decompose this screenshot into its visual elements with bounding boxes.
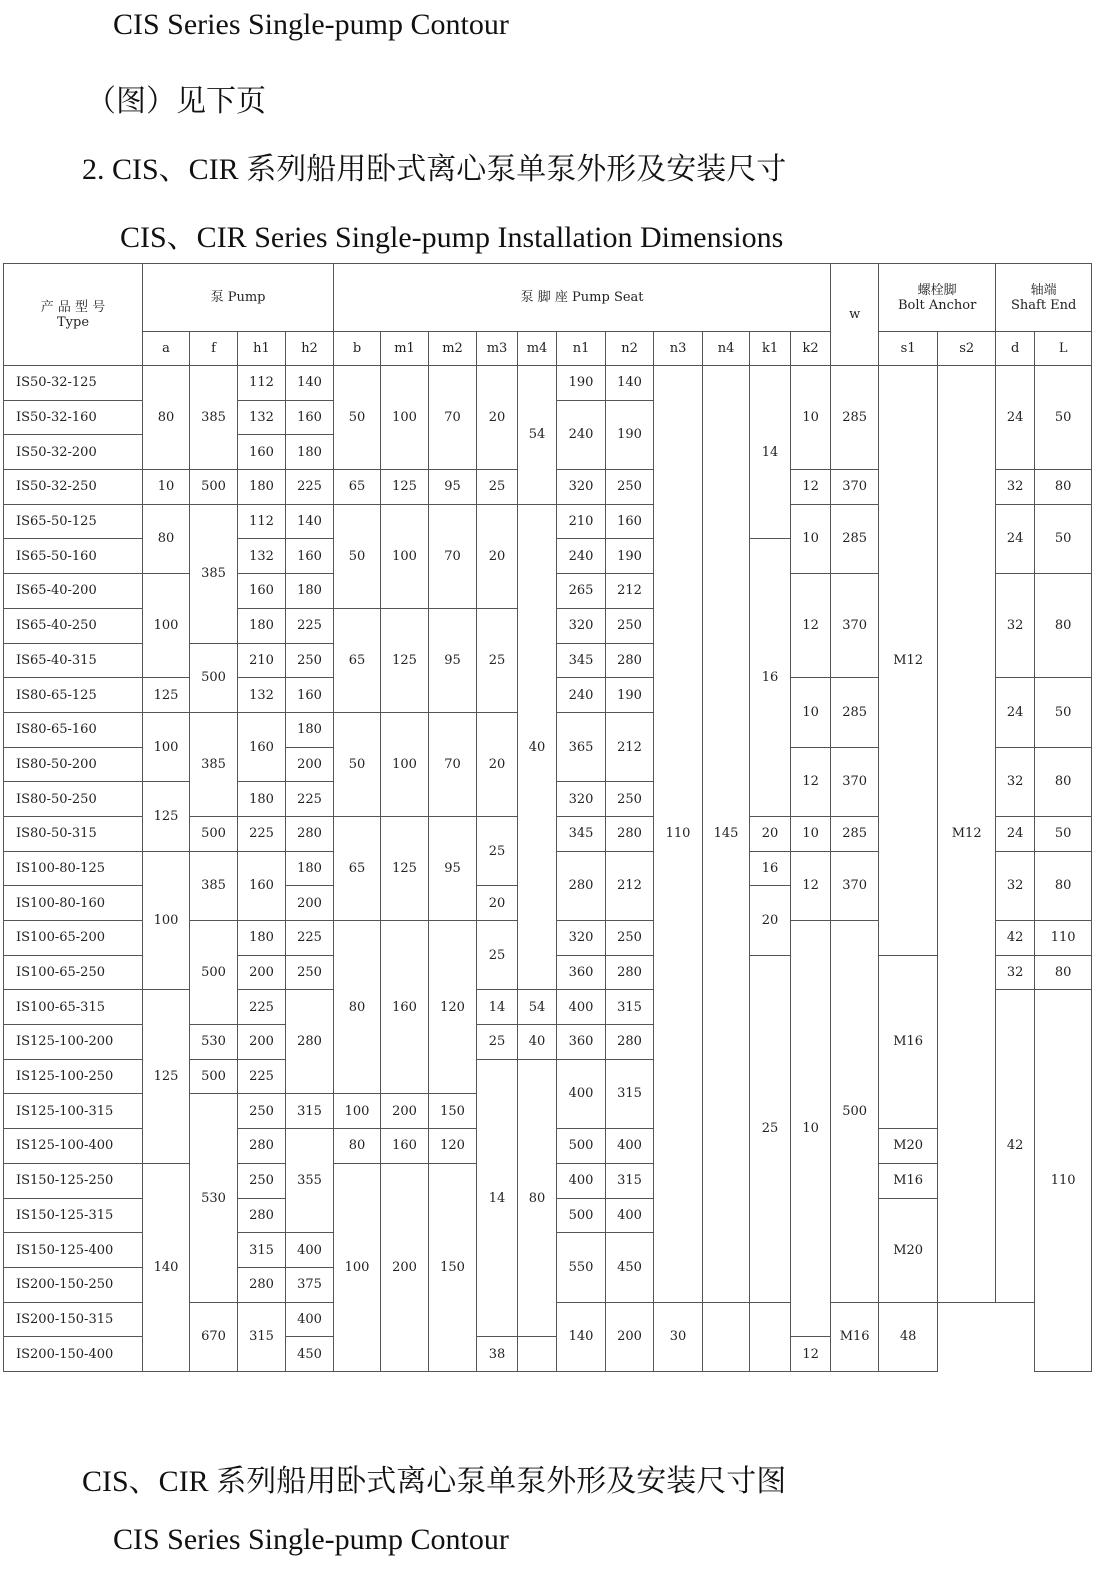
cell-h2: 200	[286, 886, 334, 921]
cell-h1: 160	[238, 851, 286, 920]
cell-n1: 190	[557, 366, 606, 401]
cell-m2: 95	[429, 608, 477, 712]
cell-m1: 200	[381, 1094, 429, 1129]
cell-n1: 345	[557, 816, 606, 851]
cell-d: 32	[996, 574, 1035, 678]
cell-s1	[750, 1302, 791, 1371]
cell-h2: 180	[286, 574, 334, 609]
cell-k2: 10	[791, 921, 831, 1337]
cell-type: IS100-65-200	[4, 921, 143, 956]
cell-s2: M16	[831, 1302, 879, 1371]
cell-m3: 20	[477, 886, 518, 921]
cell-n2: 140	[606, 366, 654, 401]
cell-h1: 315	[238, 1233, 286, 1268]
cell-d: 42	[996, 990, 1035, 1302]
header-type-text: 产 品 型 号	[40, 299, 106, 315]
cell-n1: 265	[557, 574, 606, 609]
cell-k1: 14	[750, 366, 791, 539]
cell-type: IS150-125-400	[4, 1233, 143, 1268]
cell-a: 125	[143, 678, 190, 713]
cell-m1: 100	[381, 504, 429, 608]
cell-f: 500	[190, 470, 238, 505]
cell-s1: M16	[879, 955, 938, 1128]
cell-k2: 10	[791, 816, 831, 851]
cell-h1: 280	[238, 1198, 286, 1233]
cell-type: IS125-100-250	[4, 1059, 143, 1094]
header-bolt-anchor	[879, 264, 996, 332]
cell-l: 80	[1035, 574, 1092, 678]
cell-n1: 400	[557, 1163, 606, 1198]
cell-n1: 320	[557, 782, 606, 817]
cell-type: IS100-65-315	[4, 990, 143, 1025]
cell-d: 48	[879, 1302, 938, 1371]
cell-type: IS200-150-315	[4, 1302, 143, 1337]
cell-d: 24	[996, 816, 1035, 851]
cell-n4: 200	[606, 1302, 654, 1371]
cell-type: IS65-50-125	[4, 504, 143, 539]
cell-b: 65	[334, 470, 381, 505]
cell-h2: 225	[286, 782, 334, 817]
cell-type: IS65-40-250	[4, 608, 143, 643]
header-type-text: Type	[56, 314, 90, 330]
header-col-l: L	[1035, 332, 1092, 366]
cell-n2: 280	[606, 955, 654, 990]
cell-h1: 180	[238, 921, 286, 956]
cell-w: 285	[831, 366, 879, 470]
cell-l: 80	[1035, 851, 1092, 920]
header-col-k2: k2	[791, 332, 831, 366]
cell-m3: 20	[477, 504, 518, 608]
cell-n1: 550	[557, 1233, 606, 1302]
header-col-h1: h1	[238, 332, 286, 366]
cell-type: IS150-125-250	[4, 1163, 143, 1198]
cell-n2: 212	[606, 851, 654, 920]
cell-k2: 10	[791, 678, 831, 747]
cell-a: 125	[143, 990, 190, 1163]
cell-m1: 100	[381, 366, 429, 470]
header-col-m2: m2	[429, 332, 477, 366]
header-col-s2: s2	[938, 332, 996, 366]
cell-f: 385	[190, 366, 238, 470]
cell-s1: M16	[879, 1163, 938, 1198]
cell-n1: 400	[557, 1059, 606, 1128]
cell-h1: 132	[238, 678, 286, 713]
cell-n2: 400	[606, 1129, 654, 1164]
cell-n3: 140	[557, 1302, 606, 1371]
cell-h1: 210	[238, 643, 286, 678]
header-col-s1: s1	[879, 332, 938, 366]
header-col-d: d	[996, 332, 1035, 366]
section-title-en: CIS、CIR Series Single-pump Installation Dimensions	[120, 221, 784, 254]
cell-w: 370	[831, 470, 879, 505]
cell-a: 100	[143, 574, 190, 678]
cell-n1: 280	[557, 851, 606, 920]
cell-h2: 250	[286, 643, 334, 678]
cell-k2: 10	[791, 504, 831, 573]
cell-n2: 250	[606, 608, 654, 643]
cell-b: 50	[334, 366, 381, 470]
cell-k1: 30	[654, 1302, 703, 1371]
cell-n2: 280	[606, 643, 654, 678]
cell-m1: 125	[381, 470, 429, 505]
cell-h1: 280	[238, 1129, 286, 1164]
cell-k2: 12	[791, 851, 831, 920]
cell-f: 530	[190, 1094, 238, 1302]
header-col-b: b	[334, 332, 381, 366]
cell-type: IS80-50-315	[4, 816, 143, 851]
cell-h2: 180	[286, 712, 334, 747]
cell-m2: 120	[429, 921, 477, 1094]
cell-h1: 225	[238, 1059, 286, 1094]
cell-n2: 190	[606, 539, 654, 574]
cell-type: IS125-100-200	[4, 1025, 143, 1060]
cell-a: 80	[143, 504, 190, 573]
cell-k1: 16	[750, 539, 791, 817]
cell-m3: 20	[477, 366, 518, 470]
cell-d: 42	[996, 921, 1035, 956]
cell-s1: M20	[879, 1198, 938, 1302]
header-col-m1: m1	[381, 332, 429, 366]
cell-w: 370	[831, 574, 879, 678]
cell-n2: 280	[606, 1025, 654, 1060]
cell-type: IS80-50-200	[4, 747, 143, 782]
cell-l: 80	[1035, 747, 1092, 816]
cell-m2: 150	[429, 1163, 477, 1371]
cell-h1: 250	[238, 1094, 286, 1129]
cell-k1: 16	[750, 851, 791, 886]
cell-n2: 190	[606, 678, 654, 713]
cell-n1: 500	[557, 1129, 606, 1164]
cell-type: IS65-50-160	[4, 539, 143, 574]
cell-h2: 140	[286, 366, 334, 401]
cell-type: IS150-125-315	[4, 1198, 143, 1233]
cell-k2: 12	[791, 747, 831, 816]
cell-n1: 360	[557, 1025, 606, 1060]
cell-type: IS100-80-125	[4, 851, 143, 886]
cell-m2: 95	[429, 470, 477, 505]
cell-n2: 280	[606, 816, 654, 851]
cell-n2: 450	[606, 1233, 654, 1302]
cell-h2: 160	[286, 678, 334, 713]
cell-h1: 225	[238, 990, 286, 1025]
header-col-n4: n4	[703, 332, 750, 366]
cell-a: 80	[143, 366, 190, 470]
cell-d: 24	[996, 678, 1035, 747]
cell-type: IS100-65-250	[4, 955, 143, 990]
cell-m2: 70	[429, 712, 477, 816]
cell-m3: 20	[477, 712, 518, 816]
cell-d: 32	[996, 747, 1035, 816]
cell-n2: 315	[606, 1163, 654, 1198]
cell-h2: 180	[286, 851, 334, 886]
header-pump: 泵 Pump	[143, 264, 334, 332]
cell-a: 100	[143, 712, 190, 781]
cell-n1: 320	[557, 921, 606, 956]
cell-d: 32	[996, 955, 1035, 990]
cell-h2: 355	[286, 1129, 334, 1233]
header-w: w	[831, 264, 879, 366]
cell-n2: 212	[606, 712, 654, 781]
cell-d: 24	[996, 366, 1035, 470]
header-bolt-anchor-text: 螺栓脚	[917, 282, 957, 298]
see-next-page-note: （图）见下页	[86, 85, 266, 118]
cell-h2: 225	[286, 608, 334, 643]
header-col-f: f	[190, 332, 238, 366]
cell-m1: 100	[381, 712, 429, 816]
cell-n2: 250	[606, 921, 654, 956]
cell-b: 100	[334, 1094, 381, 1129]
cell-type: IS100-80-160	[4, 886, 143, 921]
cell-m4: 40	[518, 1025, 557, 1060]
cell-m1: 125	[381, 816, 429, 920]
cell-s1: M12	[879, 366, 938, 956]
cell-m2: 95	[429, 816, 477, 920]
cell-h2: 400	[286, 1302, 334, 1337]
cell-n3: 110	[654, 366, 703, 1303]
cell-l: 50	[1035, 816, 1092, 851]
cell-h2: 160	[286, 539, 334, 574]
cell-h2: 225	[286, 921, 334, 956]
cell-w: 500	[831, 921, 879, 1303]
cell-w: 285	[831, 504, 879, 573]
cell-l: 50	[1035, 678, 1092, 747]
cell-n1: 345	[557, 643, 606, 678]
cell-m4: 40	[518, 504, 557, 990]
cell-type: IS125-100-315	[4, 1094, 143, 1129]
installation-dimensions-table	[3, 263, 1092, 1372]
cell-n2: 190	[606, 400, 654, 469]
cell-n2: 160	[606, 504, 654, 539]
header-col-n1: n1	[557, 332, 606, 366]
cell-n1: 500	[557, 1198, 606, 1233]
cell-m2: 70	[429, 366, 477, 470]
cell-l: 110	[1035, 990, 1092, 1372]
cell-f: 530	[190, 1025, 238, 1060]
cell-n2: 250	[606, 470, 654, 505]
cell-s1: M20	[879, 1129, 938, 1164]
cell-m2: 70	[429, 504, 477, 608]
header-col-a: a	[143, 332, 190, 366]
cell-h1: 200	[238, 1025, 286, 1060]
cell-h1: 160	[238, 712, 286, 781]
section-title-zh: 2. CIS、CIR 系列船用卧式离心泵单泵外形及安装尺寸	[82, 153, 787, 186]
cell-m1: 160	[381, 1129, 429, 1164]
cell-m1: 200	[381, 1163, 429, 1371]
cell-b: 65	[334, 608, 381, 712]
cell-type: IS80-50-250	[4, 782, 143, 817]
cell-n2: 250	[606, 782, 654, 817]
cell-n2: 315	[606, 990, 654, 1025]
cell-type: IS50-32-250	[4, 470, 143, 505]
cell-m3: 25	[477, 608, 518, 712]
cell-type: IS200-150-250	[4, 1267, 143, 1302]
cell-h2: 450	[286, 1337, 334, 1372]
cell-type: IS125-100-400	[4, 1129, 143, 1164]
cell-n1: 240	[557, 539, 606, 574]
cell-h1: 160	[238, 574, 286, 609]
table-row	[4, 366, 1092, 401]
cell-f: 500	[190, 643, 238, 712]
cell-h2: 200	[286, 747, 334, 782]
cell-h2: 280	[286, 816, 334, 851]
cell-b: 80	[334, 1129, 381, 1164]
cell-h2: 140	[286, 504, 334, 539]
header-col-n2: n2	[606, 332, 654, 366]
cell-d: 32	[996, 470, 1035, 505]
cell-h2: 225	[286, 470, 334, 505]
cell-m1: 160	[381, 921, 429, 1094]
cell-h1: 180	[238, 470, 286, 505]
cell-h1: 160	[238, 435, 286, 470]
cell-h1: 132	[238, 539, 286, 574]
header-col-k1: k1	[750, 332, 791, 366]
cell-n2: 212	[606, 574, 654, 609]
cell-l: 110	[1035, 921, 1092, 956]
cell-k2: 12	[791, 574, 831, 678]
cell-h1: 250	[238, 1163, 286, 1198]
cell-m3: 25	[477, 1025, 518, 1060]
cell-f: 500	[190, 816, 238, 851]
cell-n1: 360	[557, 955, 606, 990]
cell-h2: 400	[286, 1233, 334, 1268]
cell-w: 370	[831, 747, 879, 816]
cell-h2: 160	[286, 400, 334, 435]
header-pump-seat: 泵 脚 座 Pump Seat	[334, 264, 831, 332]
cell-f: 385	[190, 851, 238, 920]
cell-m4	[518, 1337, 557, 1372]
cell-h1: 315	[238, 1302, 286, 1371]
cell-n1: 400	[557, 990, 606, 1025]
cell-h2: 280	[286, 990, 334, 1094]
header-col-m4: m4	[518, 332, 557, 366]
cell-w: 285	[831, 678, 879, 747]
cell-a: 100	[143, 851, 190, 990]
cell-m3: 38	[477, 1337, 518, 1372]
cell-type: IS50-32-200	[4, 435, 143, 470]
cell-h2: 180	[286, 435, 334, 470]
cell-m4: 54	[518, 366, 557, 505]
cell-m3: 25	[477, 816, 518, 885]
cell-a: 140	[143, 1163, 190, 1371]
cell-a: 10	[143, 470, 190, 505]
cell-h2: 315	[286, 1094, 334, 1129]
cell-k1: 20	[750, 816, 791, 851]
cell-h2: 250	[286, 955, 334, 990]
cell-f: 500	[190, 1059, 238, 1094]
cell-h1: 132	[238, 400, 286, 435]
cell-type: IS200-150-400	[4, 1337, 143, 1372]
cell-m1: 125	[381, 608, 429, 712]
cell-m3: 14	[477, 990, 518, 1025]
cell-l: 50	[1035, 504, 1092, 573]
cell-l: 50	[1035, 366, 1092, 470]
cell-n1: 320	[557, 470, 606, 505]
cell-h1: 112	[238, 504, 286, 539]
cell-b: 100	[334, 1163, 381, 1371]
cell-w: 370	[831, 851, 879, 920]
table-header-row	[4, 264, 1092, 332]
cell-n1: 240	[557, 400, 606, 469]
cell-a: 125	[143, 782, 190, 851]
cell-m2: 150	[429, 1094, 477, 1129]
cell-d: 24	[996, 504, 1035, 573]
cell-type: IS80-65-160	[4, 712, 143, 747]
cell-m3: 14	[477, 1059, 518, 1337]
table-subheader-row	[4, 332, 1092, 366]
header-shaft-end-text: Shaft End	[1010, 297, 1077, 313]
header-type	[4, 264, 143, 366]
cell-n4: 145	[703, 366, 750, 1303]
cell-m4: 54	[518, 990, 557, 1025]
cell-k1: 20	[750, 886, 791, 955]
header-col-m3: m3	[477, 332, 518, 366]
header-bolt-anchor-text: Bolt Anchor	[897, 297, 977, 313]
cell-h1: 225	[238, 816, 286, 851]
cell-n1: 210	[557, 504, 606, 539]
cell-f: 385	[190, 712, 238, 816]
cell-h1: 200	[238, 955, 286, 990]
cell-d: 32	[996, 851, 1035, 920]
cell-h2: 375	[286, 1267, 334, 1302]
cell-b: 65	[334, 816, 381, 920]
cell-n1: 240	[557, 678, 606, 713]
cell-b: 50	[334, 504, 381, 608]
cell-k2: 12	[791, 1337, 831, 1372]
cell-k2: 10	[791, 366, 831, 470]
cell-m2: 120	[429, 1129, 477, 1164]
cell-k1: 25	[750, 955, 791, 1302]
cell-type: IS65-40-200	[4, 574, 143, 609]
header-shaft-end	[996, 264, 1092, 332]
cell-f: 670	[190, 1302, 238, 1371]
cell-n1: 320	[557, 608, 606, 643]
cell-h1: 180	[238, 608, 286, 643]
cell-h1: 112	[238, 366, 286, 401]
header-col-h2: h2	[286, 332, 334, 366]
cell-l: 80	[1035, 955, 1092, 990]
figure-caption-zh: CIS、CIR 系列船用卧式离心泵单泵外形及安装尺寸图	[82, 1465, 787, 1498]
cell-type: IS80-65-125	[4, 678, 143, 713]
cell-w: 285	[831, 816, 879, 851]
cell-h1: 180	[238, 782, 286, 817]
cell-s2: M12	[938, 366, 996, 1303]
contour-heading-bottom: CIS Series Single-pump Contour	[113, 1523, 509, 1556]
cell-w	[703, 1302, 750, 1371]
cell-type: IS65-40-315	[4, 643, 143, 678]
cell-l: 80	[1035, 470, 1092, 505]
cell-n2: 400	[606, 1198, 654, 1233]
cell-f: 385	[190, 504, 238, 643]
cell-n2: 315	[606, 1059, 654, 1128]
cell-m3: 25	[477, 921, 518, 990]
cell-h1: 280	[238, 1267, 286, 1302]
cell-f: 500	[190, 921, 238, 1025]
cell-k2: 12	[791, 470, 831, 505]
cell-m4: 80	[518, 1059, 557, 1337]
cell-type: IS50-32-160	[4, 400, 143, 435]
cell-type: IS50-32-125	[4, 366, 143, 401]
contour-heading-top: CIS Series Single-pump Contour	[113, 8, 509, 41]
cell-b: 50	[334, 712, 381, 816]
cell-m3: 25	[477, 470, 518, 505]
header-shaft-end-text: 轴端	[1030, 282, 1057, 298]
cell-n1: 365	[557, 712, 606, 781]
header-col-n3: n3	[654, 332, 703, 366]
cell-b: 80	[334, 921, 381, 1094]
